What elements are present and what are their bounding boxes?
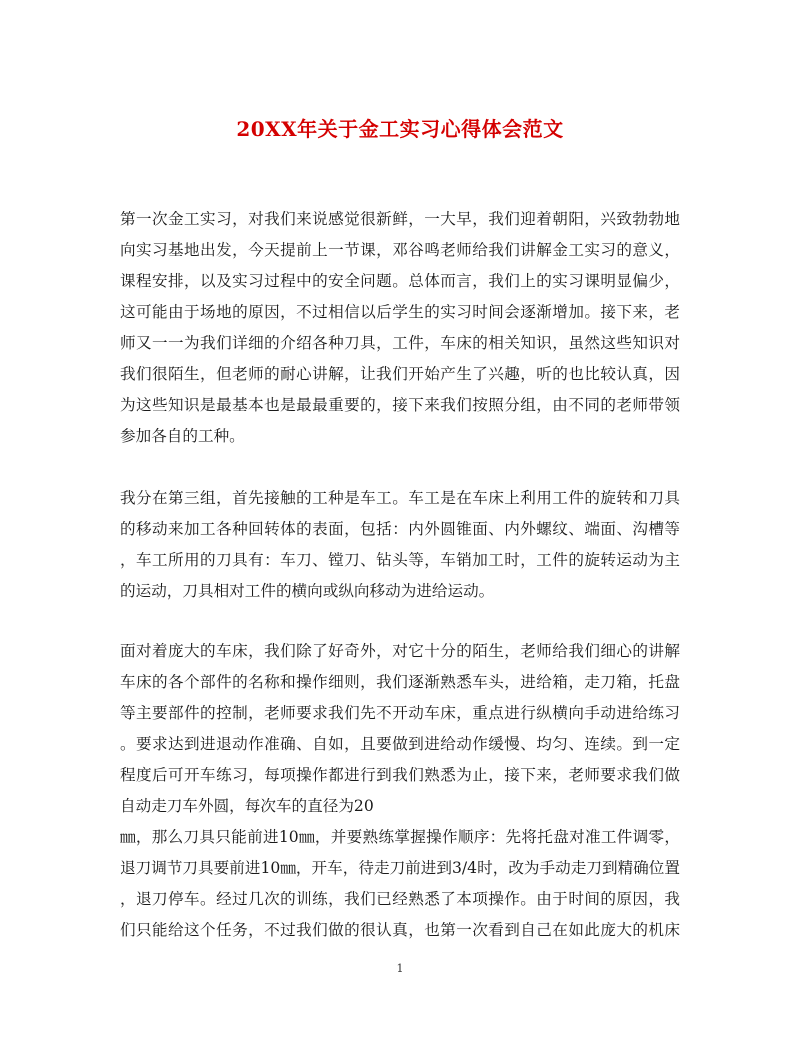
text-line: ，退刀停车。经过几次的训练，我们已经熟悉了本项操作。由于时间的原因，我	[120, 890, 680, 908]
text-line: 这可能由于场地的原因，不过相信以后学生的实习时间会逐渐增加。接下来，老	[120, 303, 680, 321]
page-number: 1	[396, 962, 404, 975]
paragraph-1	[120, 204, 680, 452]
paragraph-2	[120, 483, 680, 607]
text-line: 为这些知识是最基本也是最最重要的，接下来我们按照分组，由不同的老师带领	[120, 396, 680, 414]
text-line: ，车工所用的刀具有：车刀、镗刀、钻头等，车销加工时，工件的旋转运动为主	[120, 551, 680, 569]
text-line: 师又一一为我们详细的介绍各种刀具，工件，车床的相关知识，虽然这些知识对	[120, 334, 680, 352]
text-line: 参加各自的工种。	[120, 427, 245, 445]
text-line: 我们很陌生，但老师的耐心讲解，让我们开始产生了兴趣，听的也比较认真，因	[120, 365, 680, 383]
text-line: 我分在第三组，首先接触的工种是车工。车工是在车床上利用工件的旋转和刀具	[120, 489, 680, 507]
text-line: 。要求达到进退动作准确、自如，且要做到进给动作缓慢、均匀、连续。到一定	[120, 735, 680, 753]
text-line: 车床的各个部件的名称和操作细则，我们逐渐熟悉车头，进给箱，走刀箱，托盘	[120, 673, 680, 691]
text-line: 第一次金工实习，对我们来说感觉很新鲜，一大早，我们迎着朝阳，兴致勃勃地	[120, 210, 680, 228]
paragraph-3	[120, 636, 680, 946]
text-line: 课程安排，以及实习过程中的安全问题。总体而言，我们上的实习课明显偏少，	[120, 272, 680, 290]
text-line: 程度后可开车练习，每项操作都进行到我们熟悉为止，接下来，老师要求我们做	[120, 766, 680, 784]
text-line: ㎜，那么刀具只能前进10㎜，并要熟练掌握操作顺序：先将托盘对准工件调零，	[120, 828, 680, 846]
text-line: 等主要部件的控制，老师要求我们先不开动车床，重点进行纵横向手动进给练习	[120, 704, 680, 722]
text-line: 退刀调节刀具要前进10㎜，开车，待走刀前进到3/4时，改为手动走刀到精确位置	[120, 859, 680, 877]
text-line: 的运动，刀具相对工件的横向或纵向移动为进给运动。	[120, 582, 495, 600]
text-line: 的移动来加工各种回转体的表面，包括：内外圆锥面、内外螺纹、端面、沟槽等	[120, 520, 680, 538]
text-line: 向实习基地出发，今天提前上一节课，邓谷鸣老师给我们讲解金工实习的意义，	[120, 241, 680, 259]
text-line: 自动走刀车外圆，每次车的直径为20	[120, 797, 374, 815]
text-line: 面对着庞大的车床，我们除了好奇外，对它十分的陌生，老师给我们细心的讲解	[120, 642, 680, 660]
document-title: 20XX年关于金工实习心得体会范文	[236, 117, 564, 141]
text-line: 们只能给这个任务，不过我们做的很认真，也第一次看到自己在如此庞大的机床	[120, 921, 680, 939]
